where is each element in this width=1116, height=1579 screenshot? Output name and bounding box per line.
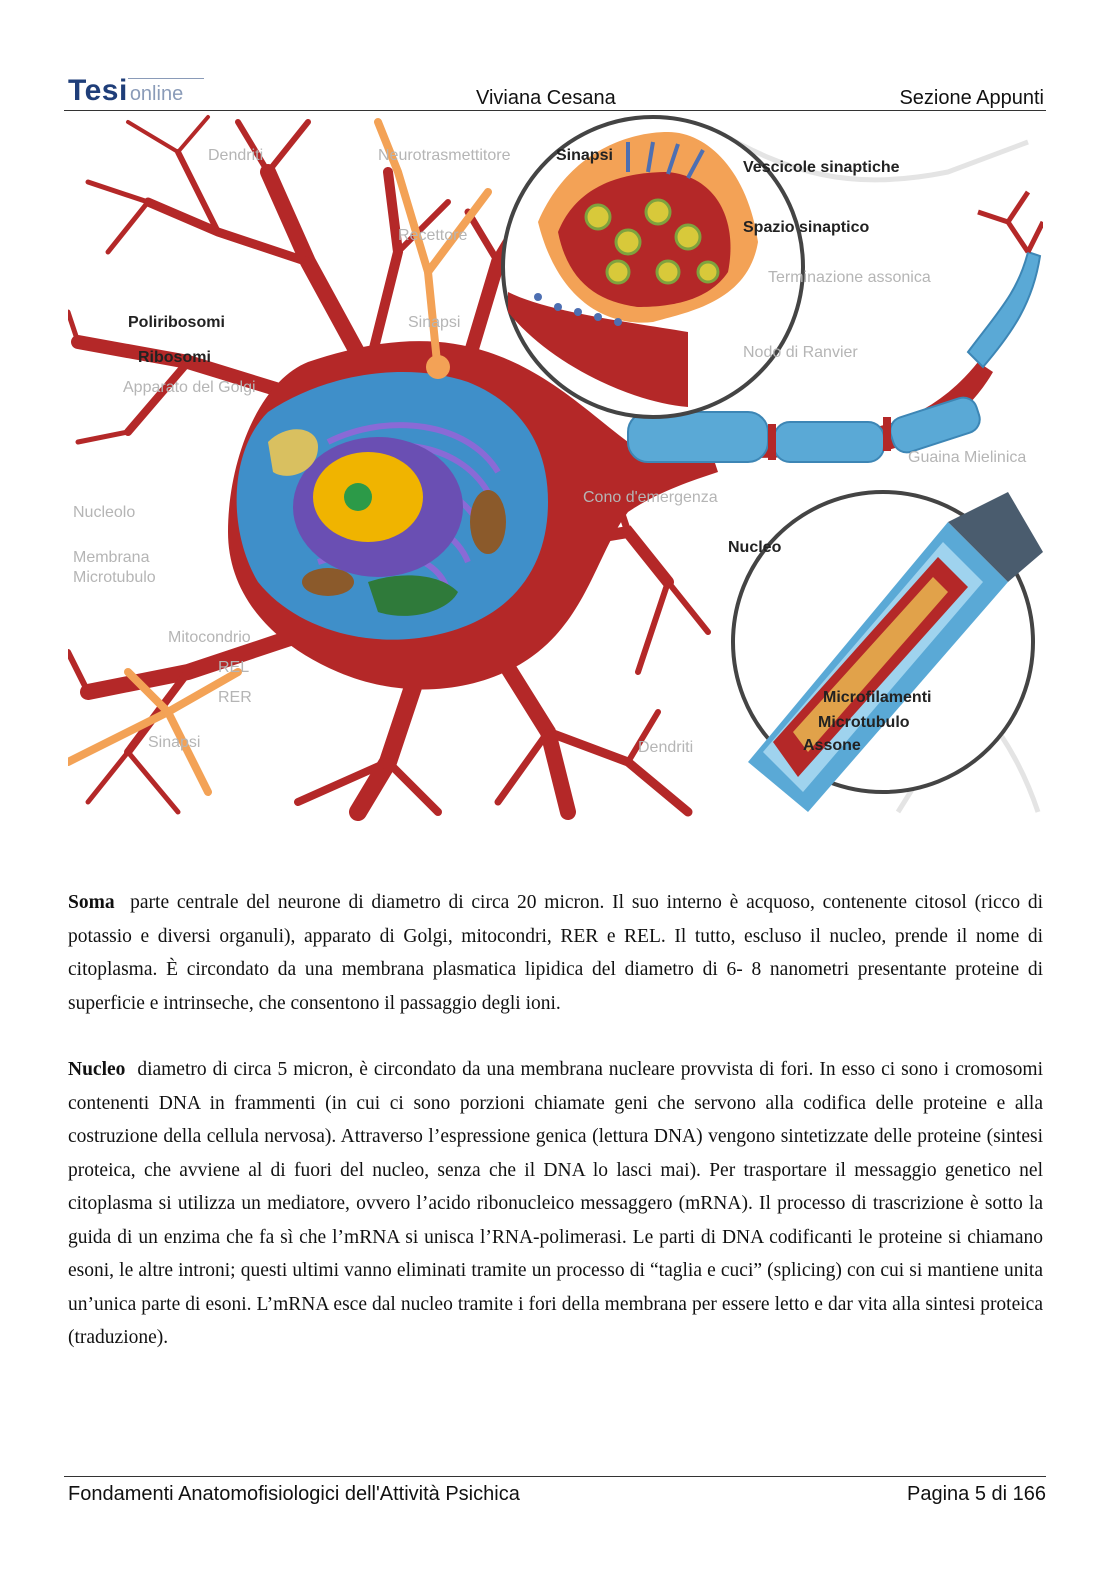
label-golgi: Apparato del Golgi — [123, 379, 256, 396]
footer-title: Fondamenti Anatomofisiologici dell'Attività Psichica — [68, 1483, 520, 1505]
synaptic-bouton-top — [426, 355, 450, 379]
page-number: Pagina 5 di 166 — [906, 1483, 1046, 1505]
author-name: Viviana Cesana — [476, 87, 616, 109]
label-assone: Assone — [803, 737, 861, 754]
label-neurotrasmettitore: Neurotrasmettitore — [378, 147, 511, 164]
label-dendriti-top: Dendriti — [208, 147, 264, 164]
label-poliribosomi: Poliribosomi — [128, 314, 225, 331]
label-rer: RER — [218, 689, 252, 706]
logo-overline — [128, 78, 204, 79]
nucleo-description: diametro di circa 5 micron, è circondato da una membrana nucleare provvista di fori. In esso ci sono i cromosomi contenenti DNA in frammenti (in cui ci sono porzioni chiamate geni che servono alla codifica delle proteine e alla costruzione della cellula nervosa). Attraverso l’espressione genica (lettura DNA) vengono sintetizzate delle proteine (sintesi proteica, che avviene al di fuori del nucleo, senza che il DNA lo lasci mai). Per trasportare il messaggio genetico nel citoplasma si utilizza un mediatore, ovvero l’acido ribonucleico messaggero (mRNA). Il processo di trascrizione è sotto la guida di un enzima che fa sì che l’mRNA si unisca l’RNA-polimerasi. Le parti di DNA codificanti le proteine si chiamano esoni, le altre introni; questi ultimi vanno eliminati tramite un processo di “taglia e cuci” (splicing) con cui si mantiene unita un’unica parte di esoni. L’mRNA esce dal nucleo tramite i fori della membrana per essere letto e dar vita alla sintesi proteica (traduzione). — [68, 1059, 1044, 1348]
neuron-diagram-svg — [68, 112, 1043, 822]
tesionline-logo — [68, 74, 183, 108]
label-mitocondrio: Mitocondrio — [168, 629, 251, 646]
label-ribosomi: Ribosomi — [138, 349, 211, 366]
logo-main-text: Tesi — [68, 74, 128, 107]
label-membrana: Membrana — [73, 549, 150, 566]
label-ranvier: Nodo di Ranvier — [743, 344, 858, 361]
label-nucleolo: Nucleolo — [73, 504, 136, 521]
mitochondrion-2 — [302, 568, 354, 596]
label-recettore: Recettore — [398, 227, 468, 244]
label-rel: REL — [218, 659, 250, 676]
paragraph-nucleo — [68, 1053, 1043, 1355]
term-soma: Soma — [68, 892, 115, 913]
label-spazio: Spazio sinaptico — [743, 219, 870, 236]
page-header — [66, 72, 1046, 112]
label-sinapsi-faint: Sinapsi — [408, 314, 461, 331]
label-sinapsi: Sinapsi — [556, 147, 613, 164]
nucleolus — [344, 483, 372, 511]
logo-sub-text: online — [129, 83, 184, 105]
label-dendriti-bottom: Dendriti — [638, 739, 694, 756]
term-nucleo: Nucleo — [68, 1059, 126, 1080]
label-microtubulo-zoom: Microtubulo — [818, 714, 910, 731]
neuron-illustration — [68, 112, 1043, 822]
label-terminazione: Terminazione assonica — [768, 269, 931, 286]
paragraph-soma — [68, 886, 1043, 1020]
label-sinapsi-bottom: Sinapsi — [148, 734, 201, 751]
label-microfilamenti: Microfilamenti — [823, 689, 932, 706]
label-microtubulo: Microtubulo — [73, 569, 156, 586]
label-vescicole: Vescicole sinaptiche — [743, 159, 900, 176]
header-divider — [64, 110, 1046, 111]
footer-divider — [64, 1476, 1046, 1477]
label-nucleo-zoom: Nucleo — [728, 539, 782, 556]
label-guaina: Guaina Mielinica — [908, 449, 1027, 466]
soma-description: parte centrale del neurone di diametro di circa 20 micron. Il suo interno è acquoso, contenente citosol (ricco di potassio e diversi organuli), apparato di Golgi, mitocondri, RER e REL. Il tutto, escluso il nucleo, prende il nome di citoplasma. È circondato da una membrana plasmatica lipidica del diametro di 6- 8 nanometri presentante proteine di superficie e intrinseche, che consentono il passaggio degli ioni. — [68, 892, 1043, 1014]
axon-terminal — [978, 192, 1043, 252]
label-cono: Cono d'emergenza — [583, 489, 718, 506]
section-name: Sezione Appunti — [899, 87, 1044, 109]
mitochondrion-1 — [470, 490, 506, 554]
